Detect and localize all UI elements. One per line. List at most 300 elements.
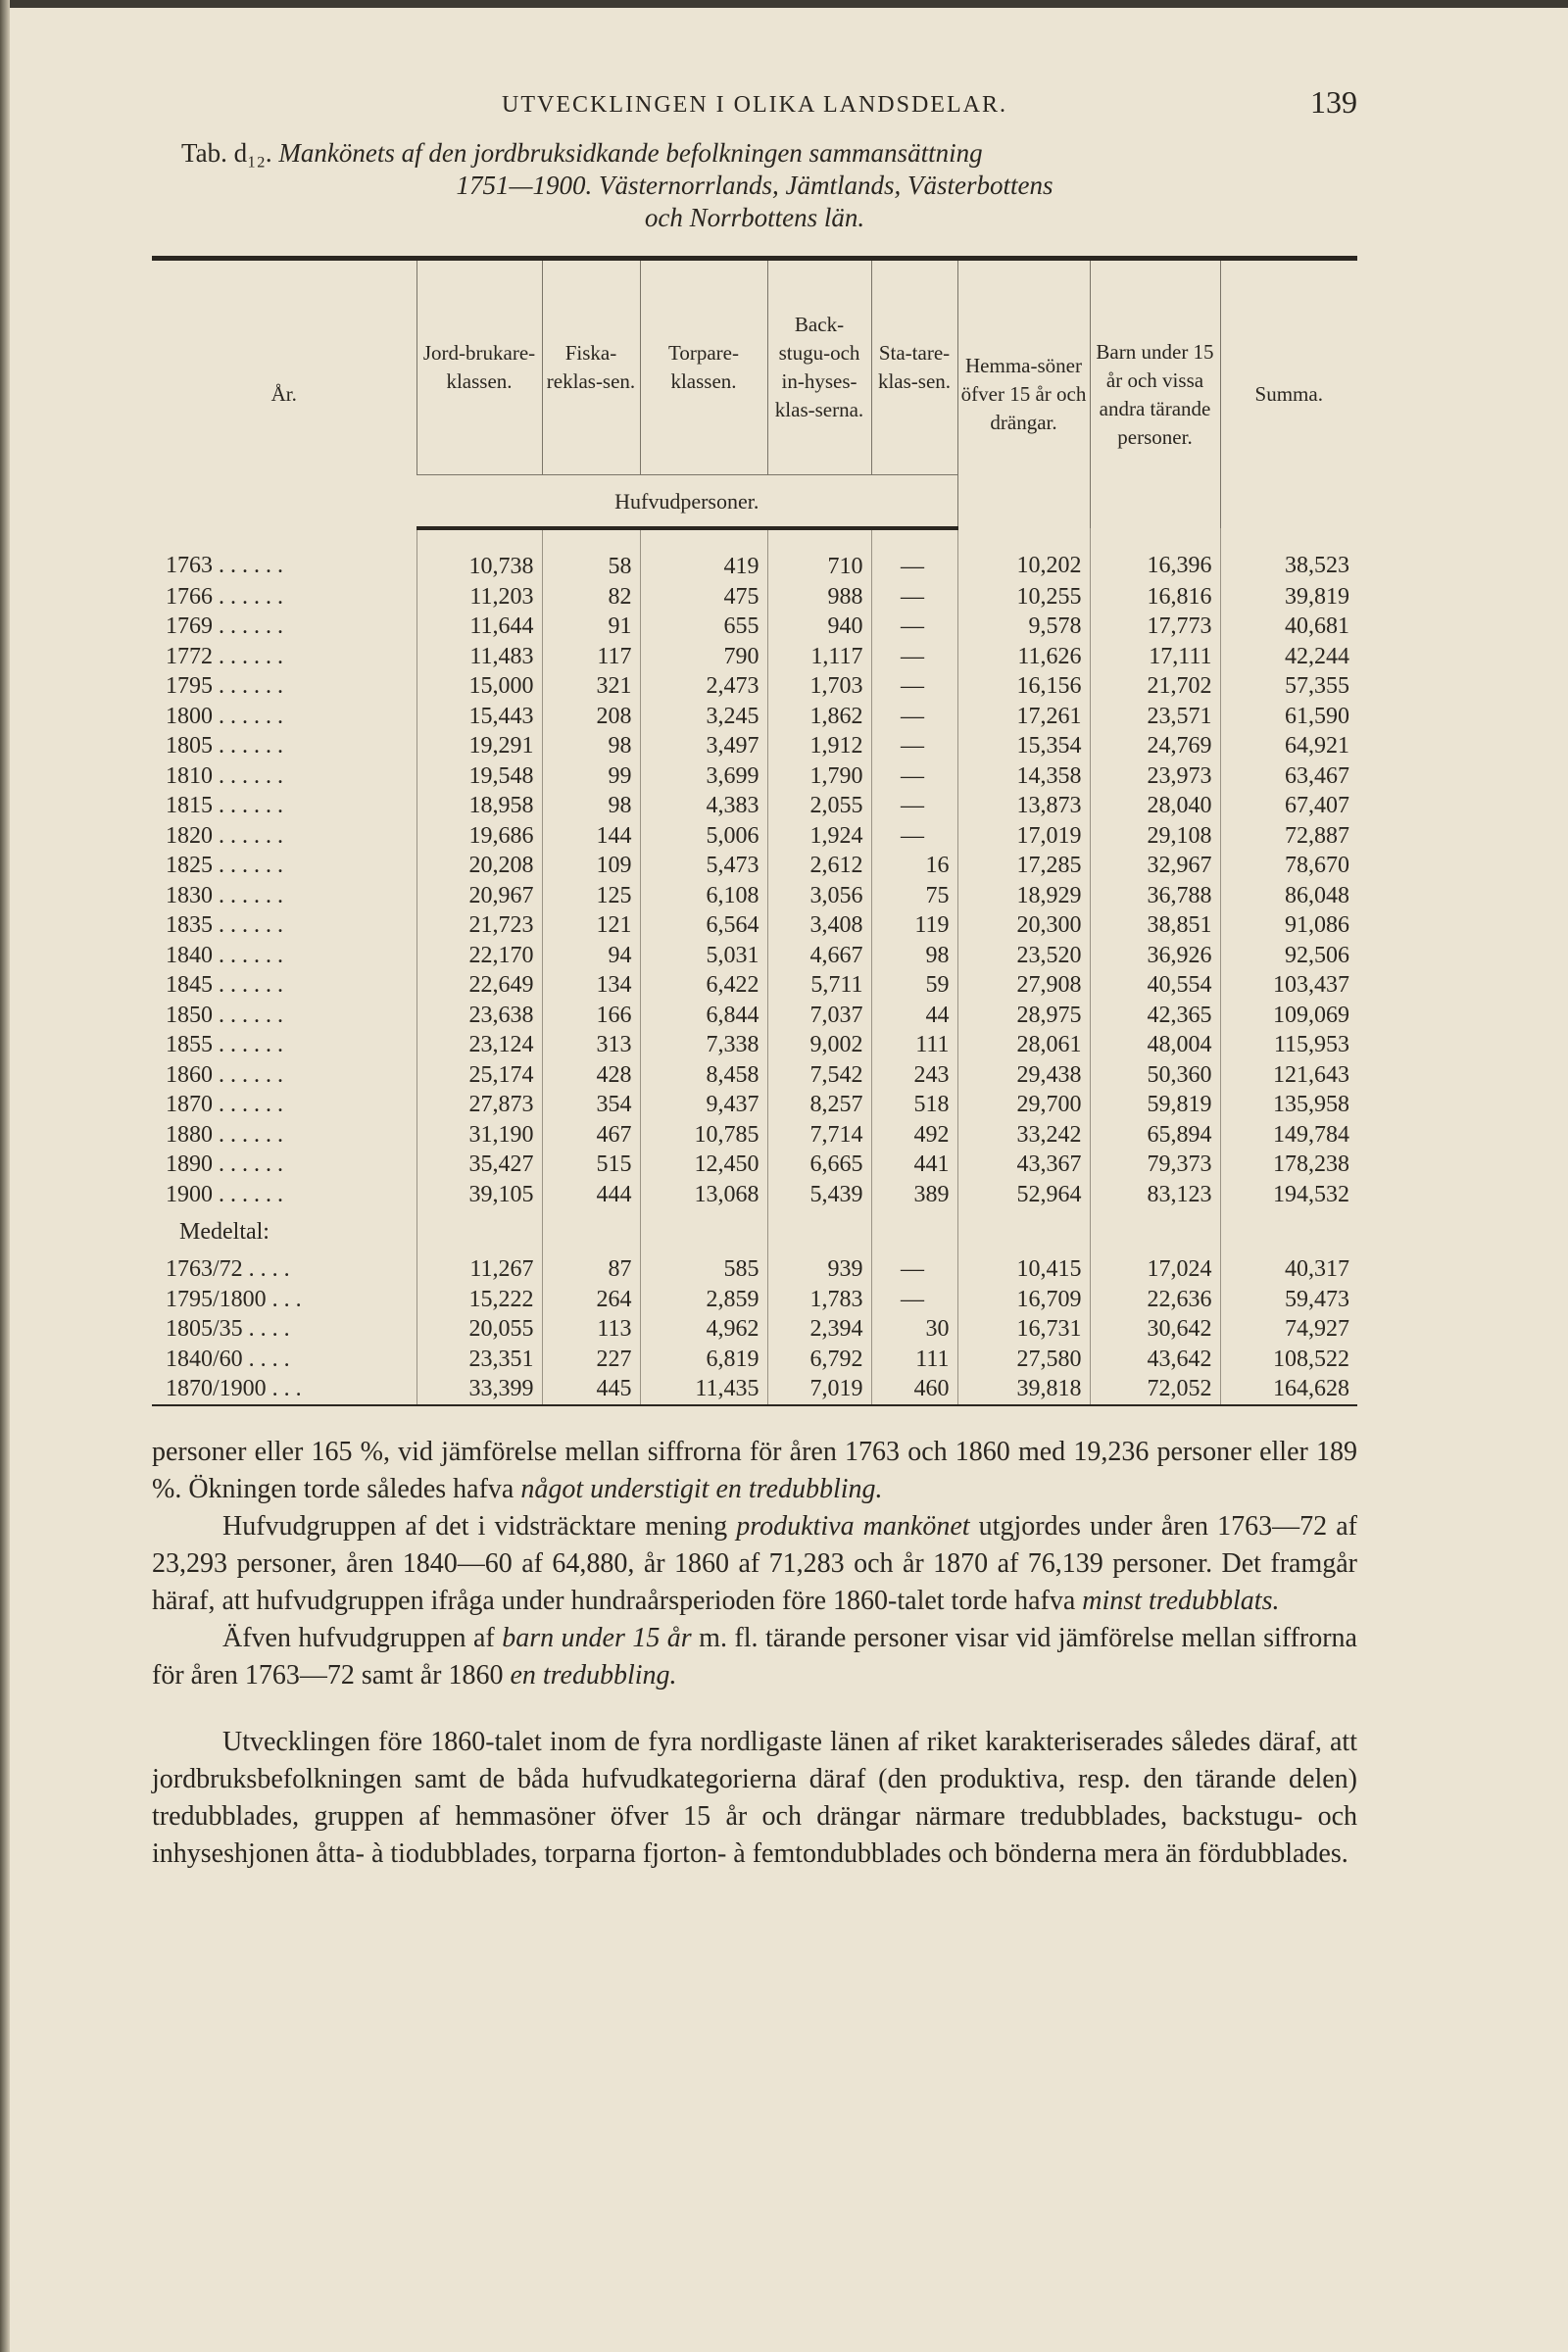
table-row (152, 731, 1357, 761)
table-row (152, 1030, 1357, 1060)
cell-jord: 23,638 (416, 1001, 542, 1031)
cell-jord: 27,873 (416, 1090, 542, 1120)
cell-jord: 21,723 (416, 910, 542, 941)
cell-torp: 9,437 (640, 1090, 767, 1120)
cell-fisk: 208 (542, 702, 640, 732)
book-page (152, 78, 1357, 1873)
header-year: År. (270, 382, 297, 406)
header-group-hufvudpersoner: Hufvudpersoner. (416, 475, 957, 529)
cell-back: 710 (767, 528, 871, 582)
cell-hemma: 29,438 (957, 1060, 1090, 1091)
cell-barn: 50,360 (1090, 1060, 1220, 1091)
cell-summa: 39,819 (1220, 582, 1357, 612)
cell-fisk: 354 (542, 1090, 640, 1120)
cell-back: 2,055 (767, 791, 871, 821)
cell-fisk: 264 (542, 1285, 640, 1315)
cell-fisk: 227 (542, 1345, 640, 1375)
cell-fisk: 91 (542, 612, 640, 642)
page-number: 139 (1310, 84, 1357, 120)
cell-stat: 441 (871, 1150, 957, 1180)
cell-summa: 38,523 (1220, 528, 1357, 582)
cell-back: 1,790 (767, 761, 871, 792)
cell-back: 7,714 (767, 1120, 871, 1151)
cell-stat: — (871, 702, 957, 732)
cell-fisk: 121 (542, 910, 640, 941)
statistics-table (152, 256, 1357, 1406)
cell-hemma: 28,975 (957, 1001, 1090, 1031)
empty-cell (871, 1209, 957, 1254)
paragraph-4: Utvecklingen före 1860-talet inom de fyra nordligaste länen af riket karakteriserades således däraf, att jordbruksbefolkningen samt de båda hufvudkategorierna däraf (den produktiva, resp. den tärande delen) tredubblades, gruppen af hemmasöner öfver 15 år och drängar närmare tredubblades, backstugu- och inhyseshjonen åtta- à tiodubblades, torparna fjorton- à femtondubblades och bönderna mera än fördubblades. (152, 1726, 1357, 1869)
cell-fisk: 144 (542, 821, 640, 852)
cell-stat: — (871, 1285, 957, 1315)
caption-line-2 (152, 170, 1357, 202)
cell-stat: — (871, 582, 957, 612)
cell-year: 1825 . . . . . . (166, 853, 283, 879)
cell-summa: 63,467 (1220, 761, 1357, 792)
caption-title-3: och Norrbottens län. (644, 203, 865, 232)
cell-jord: 10,738 (416, 528, 542, 582)
cell-fisk: 87 (542, 1254, 640, 1285)
cell-torp: 655 (640, 612, 767, 642)
cell-fisk: 99 (542, 761, 640, 792)
cell-barn: 65,894 (1090, 1120, 1220, 1151)
cell-jord: 23,351 (416, 1345, 542, 1375)
medeltal-label: Medeltal: (179, 1219, 270, 1245)
cell-stat: 460 (871, 1374, 957, 1405)
cell-hemma: 17,261 (957, 702, 1090, 732)
cell-stat: — (871, 761, 957, 792)
cell-year: 1805 . . . . . . (166, 733, 283, 760)
cell-summa: 78,670 (1220, 851, 1357, 881)
cell-hemma: 27,580 (957, 1345, 1090, 1375)
cell-barn: 42,365 (1090, 1001, 1220, 1031)
cell-hemma: 15,354 (957, 731, 1090, 761)
cell-back: 1,924 (767, 821, 871, 852)
table-row (152, 851, 1357, 881)
cell-year: 1830 . . . . . . (166, 882, 283, 908)
cell-torp: 7,338 (640, 1030, 767, 1060)
cell-year: 1840 . . . . . . (166, 942, 283, 968)
cell-year: 1772 . . . . . . (166, 643, 283, 669)
cell-year: 1900 . . . . . . (166, 1181, 283, 1207)
cell-back: 7,037 (767, 1001, 871, 1031)
cell-barn: 38,851 (1090, 910, 1220, 941)
cell-fisk: 113 (542, 1314, 640, 1345)
cell-barn: 16,396 (1090, 528, 1220, 582)
p2-text-b: utgjordes under åren 1763—72 af 23,293 personer, åren 1840—60 af 64,880, år 1860 af 71,283 och år 1870 af 76,139 personer. Det framgår häraf, att hufvudgruppen ifråga under hundraårsperioden före 1860-talet torde hafva (152, 1510, 1357, 1616)
cell-summa: 108,522 (1220, 1345, 1357, 1375)
cell-year: 1835 . . . . . . (166, 912, 283, 939)
empty-cell (1220, 1209, 1357, 1254)
cell-stat: — (871, 791, 957, 821)
cell-back: 3,056 (767, 881, 871, 911)
table-row (152, 910, 1357, 941)
cell-barn: 36,788 (1090, 881, 1220, 911)
cell-barn: 83,123 (1090, 1180, 1220, 1210)
cell-barn: 17,773 (1090, 612, 1220, 642)
cell-barn: 29,108 (1090, 821, 1220, 852)
cell-fisk: 94 (542, 941, 640, 971)
table-row (152, 1150, 1357, 1180)
table-row (152, 881, 1357, 911)
cell-stat: 119 (871, 910, 957, 941)
header-summa: Summa. (1220, 259, 1357, 529)
cell-jord: 39,105 (416, 1180, 542, 1210)
cell-summa: 115,953 (1220, 1030, 1357, 1060)
caption-title-2: 1751—1900. Västernorrlands, Jämtlands, Västerbottens (456, 171, 1054, 200)
p3-text-b: m. fl. tärande personer visar vid jämförelse mellan siffrorna för åren 1763—72 samt år 1860 (152, 1622, 1357, 1690)
cell-summa: 42,244 (1220, 642, 1357, 672)
cell-torp: 2,859 (640, 1285, 767, 1315)
cell-jord: 20,967 (416, 881, 542, 911)
cell-stat: 243 (871, 1060, 957, 1091)
cell-barn: 28,040 (1090, 791, 1220, 821)
cell-hemma: 33,242 (957, 1120, 1090, 1151)
table-row (152, 671, 1357, 702)
cell-barn: 59,819 (1090, 1090, 1220, 1120)
cell-torp: 6,819 (640, 1345, 767, 1375)
table-row (152, 1374, 1357, 1405)
cell-fisk: 444 (542, 1180, 640, 1210)
cell-fisk: 467 (542, 1120, 640, 1151)
cell-year: 1870 . . . . . . (166, 1092, 283, 1118)
table-row (152, 1180, 1357, 1210)
table-caption (152, 137, 1357, 234)
empty-cell (542, 1209, 640, 1254)
cell-fisk: 98 (542, 791, 640, 821)
cell-summa: 74,927 (1220, 1314, 1357, 1345)
cell-back: 1,117 (767, 642, 871, 672)
cell-jord: 11,644 (416, 612, 542, 642)
page-edge-top (0, 0, 1568, 8)
cell-jord: 19,291 (416, 731, 542, 761)
cell-jord: 11,267 (416, 1254, 542, 1285)
cell-stat: 518 (871, 1090, 957, 1120)
cell-year: 1890 . . . . . . (166, 1152, 283, 1178)
cell-summa: 57,355 (1220, 671, 1357, 702)
cell-stat: 44 (871, 1001, 957, 1031)
cell-jord: 35,427 (416, 1150, 542, 1180)
cell-hemma: 10,255 (957, 582, 1090, 612)
table-row (152, 941, 1357, 971)
cell-barn: 17,024 (1090, 1254, 1220, 1285)
cell-year: 1850 . . . . . . (166, 1002, 283, 1028)
paragraph-3 (152, 1620, 1357, 1694)
cell-hemma: 17,285 (957, 851, 1090, 881)
cell-back: 1,862 (767, 702, 871, 732)
cell-summa: 121,643 (1220, 1060, 1357, 1091)
cell-torp: 5,031 (640, 941, 767, 971)
cell-stat: — (871, 642, 957, 672)
table-row (152, 1060, 1357, 1091)
cell-jord: 25,174 (416, 1060, 542, 1091)
cell-barn: 40,554 (1090, 970, 1220, 1001)
cell-torp: 6,564 (640, 910, 767, 941)
cell-torp: 6,422 (640, 970, 767, 1001)
cell-hemma: 10,415 (957, 1254, 1090, 1285)
cell-barn: 22,636 (1090, 1285, 1220, 1315)
cell-stat: 492 (871, 1120, 957, 1151)
cell-barn: 23,973 (1090, 761, 1220, 792)
cell-torp: 6,108 (640, 881, 767, 911)
cell-jord: 11,203 (416, 582, 542, 612)
cell-summa: 72,887 (1220, 821, 1357, 852)
cell-hemma: 11,626 (957, 642, 1090, 672)
empty-cell (416, 1209, 542, 1254)
cell-hemma: 23,520 (957, 941, 1090, 971)
p2-emphasis-a: produktiva mankönet (736, 1510, 970, 1542)
cell-year: 1855 . . . . . . (166, 1032, 283, 1058)
empty-cell (957, 1209, 1090, 1254)
cell-hemma: 9,578 (957, 612, 1090, 642)
cell-torp: 5,473 (640, 851, 767, 881)
cell-year: 1820 . . . . . . (166, 822, 283, 849)
header-fiskare: Fiska-reklas-sen. (542, 259, 640, 475)
cell-year: 1769 . . . . . . (166, 613, 283, 640)
cell-jord: 22,170 (416, 941, 542, 971)
cell-jord: 33,399 (416, 1374, 542, 1405)
p2-emphasis-b: minst tredubblats. (1082, 1585, 1280, 1616)
table-row (152, 970, 1357, 1001)
cell-summa: 149,784 (1220, 1120, 1357, 1151)
table-row (152, 1120, 1357, 1151)
table-row (152, 528, 1357, 582)
cell-back: 5,711 (767, 970, 871, 1001)
p2-text-a: Hufvudgruppen af det i vidsträcktare mening (222, 1510, 737, 1542)
cell-barn: 23,571 (1090, 702, 1220, 732)
cell-summa: 164,628 (1220, 1374, 1357, 1405)
cell-summa: 135,958 (1220, 1090, 1357, 1120)
cell-barn: 17,111 (1090, 642, 1220, 672)
cell-torp: 3,245 (640, 702, 767, 732)
p3-emphasis-a: barn under 15 år (502, 1622, 692, 1653)
table-row (152, 1285, 1357, 1315)
cell-torp: 4,383 (640, 791, 767, 821)
cell-year: 1795 . . . . . . (166, 673, 283, 700)
cell-fisk: 445 (542, 1374, 640, 1405)
cell-jord: 19,686 (416, 821, 542, 852)
cell-torp: 419 (640, 528, 767, 582)
paragraph-2 (152, 1508, 1357, 1620)
cell-back: 9,002 (767, 1030, 871, 1060)
table-row (152, 1314, 1357, 1345)
cell-stat: 111 (871, 1030, 957, 1060)
cell-year: 1766 . . . . . . (166, 583, 283, 610)
cell-jord: 20,208 (416, 851, 542, 881)
cell-jord: 15,000 (416, 671, 542, 702)
cell-stat: 16 (871, 851, 957, 881)
cell-hemma: 14,358 (957, 761, 1090, 792)
cell-hemma: 39,818 (957, 1374, 1090, 1405)
cell-year: 1860 . . . . . . (166, 1061, 283, 1088)
cell-summa: 91,086 (1220, 910, 1357, 941)
cell-jord: 15,222 (416, 1285, 542, 1315)
cell-fisk: 109 (542, 851, 640, 881)
p1-text: personer eller 165 %, vid jämförelse mellan siffrorna för åren 1763 och 1860 med 19,236 personer eller 189 %. Ökningen torde således hafva (152, 1436, 1357, 1504)
cell-barn: 24,769 (1090, 731, 1220, 761)
table-row (152, 582, 1357, 612)
cell-barn: 43,642 (1090, 1345, 1220, 1375)
cell-hemma: 18,929 (957, 881, 1090, 911)
cell-stat: — (871, 1254, 957, 1285)
cell-year: 1810 . . . . . . (166, 762, 283, 789)
cell-back: 6,792 (767, 1345, 871, 1375)
cell-back: 2,612 (767, 851, 871, 881)
cell-jord: 31,190 (416, 1120, 542, 1151)
cell-jord: 23,124 (416, 1030, 542, 1060)
table-label: Tab. d₁₂. (181, 138, 272, 168)
cell-fisk: 117 (542, 642, 640, 672)
cell-fisk: 134 (542, 970, 640, 1001)
cell-hemma: 29,700 (957, 1090, 1090, 1120)
cell-barn: 72,052 (1090, 1374, 1220, 1405)
cell-torp: 585 (640, 1254, 767, 1285)
cell-torp: 11,435 (640, 1374, 767, 1405)
cell-jord: 11,483 (416, 642, 542, 672)
cell-torp: 3,497 (640, 731, 767, 761)
cell-summa: 61,590 (1220, 702, 1357, 732)
cell-barn: 48,004 (1090, 1030, 1220, 1060)
cell-hemma: 16,731 (957, 1314, 1090, 1345)
caption-line-3 (152, 202, 1357, 234)
cell-torp: 5,006 (640, 821, 767, 852)
cell-barn: 21,702 (1090, 671, 1220, 702)
header-torpare: Torpare-klassen. (640, 259, 767, 475)
table-row (152, 1254, 1357, 1285)
cell-summa: 40,681 (1220, 612, 1357, 642)
cell-year: 1815 . . . . . . (166, 793, 283, 819)
cell-back: 1,912 (767, 731, 871, 761)
cell-barn: 36,926 (1090, 941, 1220, 971)
cell-back: 1,783 (767, 1285, 871, 1315)
cell-hemma: 27,908 (957, 970, 1090, 1001)
caption-title-1: Mankönets af den jordbruksidkande befolkningen sammansättning (278, 138, 983, 168)
cell-hemma: 17,019 (957, 821, 1090, 852)
cell-jord: 20,055 (416, 1314, 542, 1345)
cell-stat: — (871, 731, 957, 761)
cell-jord: 18,958 (416, 791, 542, 821)
cell-stat: — (871, 528, 957, 582)
cell-torp: 475 (640, 582, 767, 612)
cell-hemma: 10,202 (957, 528, 1090, 582)
cell-summa: 40,317 (1220, 1254, 1357, 1285)
cell-stat: 75 (871, 881, 957, 911)
cell-fisk: 98 (542, 731, 640, 761)
cell-year: 1795/1800 . . . (166, 1286, 302, 1312)
cell-torp: 13,068 (640, 1180, 767, 1210)
table-row (152, 821, 1357, 852)
running-title: UTVECKLINGEN I OLIKA LANDSDELAR. (502, 92, 1007, 118)
header-jordbrukare: Jord-brukare-klassen. (416, 259, 542, 475)
cell-stat: 59 (871, 970, 957, 1001)
cell-hemma: 43,367 (957, 1150, 1090, 1180)
cell-barn: 30,642 (1090, 1314, 1220, 1345)
body-text (152, 1434, 1357, 1873)
cell-barn: 32,967 (1090, 851, 1220, 881)
cell-torp: 10,785 (640, 1120, 767, 1151)
cell-summa: 194,532 (1220, 1180, 1357, 1210)
cell-hemma: 16,709 (957, 1285, 1090, 1315)
cell-fisk: 515 (542, 1150, 640, 1180)
cell-fisk: 125 (542, 881, 640, 911)
cell-torp: 4,962 (640, 1314, 767, 1345)
cell-year: 1870/1900 . . . (166, 1376, 302, 1402)
table-body (152, 528, 1357, 1405)
cell-fisk: 82 (542, 582, 640, 612)
table-row (152, 761, 1357, 792)
cell-stat: — (871, 671, 957, 702)
empty-cell (640, 1209, 767, 1254)
table-row (152, 1345, 1357, 1375)
cell-torp: 6,844 (640, 1001, 767, 1031)
cell-fisk: 166 (542, 1001, 640, 1031)
page-edge-left (0, 0, 10, 2352)
cell-hemma: 13,873 (957, 791, 1090, 821)
cell-year: 1880 . . . . . . (166, 1121, 283, 1148)
cell-fisk: 313 (542, 1030, 640, 1060)
cell-stat: — (871, 821, 957, 852)
cell-barn: 79,373 (1090, 1150, 1220, 1180)
cell-stat: 98 (871, 941, 957, 971)
cell-back: 2,394 (767, 1314, 871, 1345)
table-row (152, 702, 1357, 732)
table-row (152, 642, 1357, 672)
cell-torp: 2,473 (640, 671, 767, 702)
header-statare: Sta-tare-klas-sen. (871, 259, 957, 475)
cell-fisk: 321 (542, 671, 640, 702)
header-barn: Barn under 15 år och vissa andra tärande personer. (1090, 259, 1220, 529)
cell-summa: 178,238 (1220, 1150, 1357, 1180)
cell-torp: 8,458 (640, 1060, 767, 1091)
paragraph-1 (152, 1434, 1357, 1508)
table-row (152, 1090, 1357, 1120)
cell-year: 1845 . . . . . . (166, 972, 283, 999)
cell-summa: 103,437 (1220, 970, 1357, 1001)
cell-summa: 67,407 (1220, 791, 1357, 821)
cell-barn: 16,816 (1090, 582, 1220, 612)
cell-hemma: 28,061 (957, 1030, 1090, 1060)
cell-torp: 12,450 (640, 1150, 767, 1180)
caption-line-1 (152, 137, 1357, 170)
header-hemmasoner: Hemma-söner öfver 15 år och drängar. (957, 259, 1090, 529)
cell-summa: 86,048 (1220, 881, 1357, 911)
cell-back: 4,667 (767, 941, 871, 971)
cell-stat: — (871, 612, 957, 642)
cell-stat: 111 (871, 1345, 957, 1375)
running-head (152, 78, 1357, 127)
p3-text-a: Äfven hufvudgruppen af (222, 1622, 503, 1653)
cell-summa: 109,069 (1220, 1001, 1357, 1031)
cell-back: 3,408 (767, 910, 871, 941)
p3-emphasis-b: en tredubbling. (510, 1659, 677, 1690)
cell-hemma: 20,300 (957, 910, 1090, 941)
table-row (152, 1001, 1357, 1031)
cell-summa: 59,473 (1220, 1285, 1357, 1315)
empty-cell (1090, 1209, 1220, 1254)
medeltal-row (152, 1209, 1357, 1254)
cell-back: 8,257 (767, 1090, 871, 1120)
cell-year: 1800 . . . . . . (166, 703, 283, 729)
cell-hemma: 16,156 (957, 671, 1090, 702)
cell-year: 1805/35 . . . . (166, 1316, 290, 1343)
header-backstugu: Back-stugu-och in-hyses-klas-serna. (767, 259, 871, 475)
cell-summa: 64,921 (1220, 731, 1357, 761)
cell-torp: 790 (640, 642, 767, 672)
cell-back: 1,703 (767, 671, 871, 702)
cell-jord: 15,443 (416, 702, 542, 732)
cell-summa: 92,506 (1220, 941, 1357, 971)
cell-stat: 389 (871, 1180, 957, 1210)
